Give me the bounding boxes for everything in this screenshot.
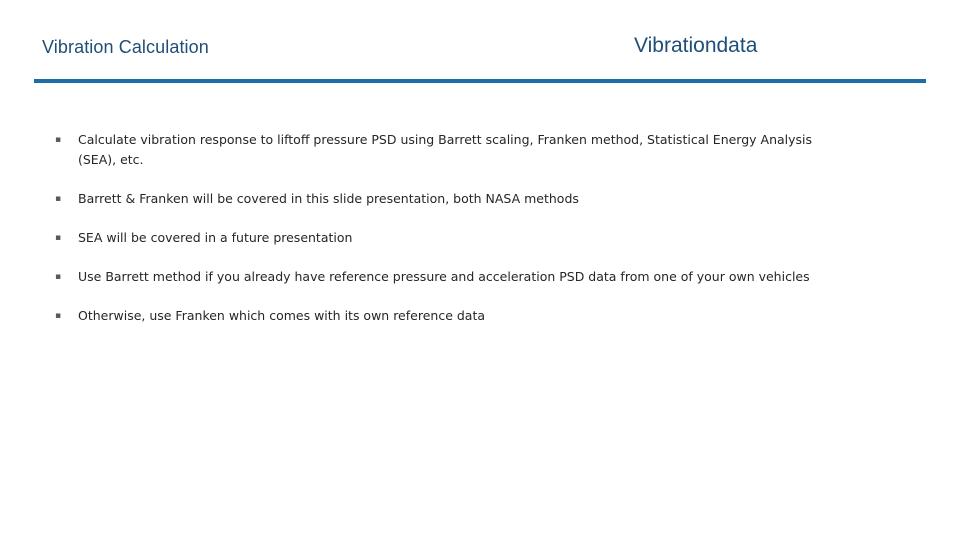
bullet-list <box>55 130 835 345</box>
title-divider <box>34 79 926 83</box>
bullet-item <box>55 228 835 248</box>
bullet-item <box>55 130 835 170</box>
bullet-icon: ▪ <box>55 194 62 204</box>
bullet-text: Barrett & Franken will be covered in this slide presentation, both NASA methods <box>78 191 579 206</box>
bullet-text: Use Barrett method if you already have reference pressure and acceleration PSD data from one of your own vehicles <box>78 269 810 284</box>
bullet-item <box>55 189 835 209</box>
slide-title: Vibration Calculation <box>42 37 209 57</box>
bullet-item <box>55 267 835 287</box>
bullet-icon: ▪ <box>55 233 62 243</box>
bullet-item <box>55 306 835 326</box>
brand-logo-text: Vibrationdata <box>634 34 758 57</box>
bullet-text: SEA will be covered in a future presentation <box>78 230 353 245</box>
bullet-icon: ▪ <box>55 272 62 282</box>
bullet-icon: ▪ <box>55 135 62 145</box>
bullet-text: Otherwise, use Franken which comes with its own reference data <box>78 308 486 323</box>
bullet-icon: ▪ <box>55 311 62 321</box>
bullet-text: Calculate vibration response to liftoff pressure PSD using Barrett scaling, Franken method, Statistical Energy Analysis (SEA), etc. <box>78 132 813 167</box>
